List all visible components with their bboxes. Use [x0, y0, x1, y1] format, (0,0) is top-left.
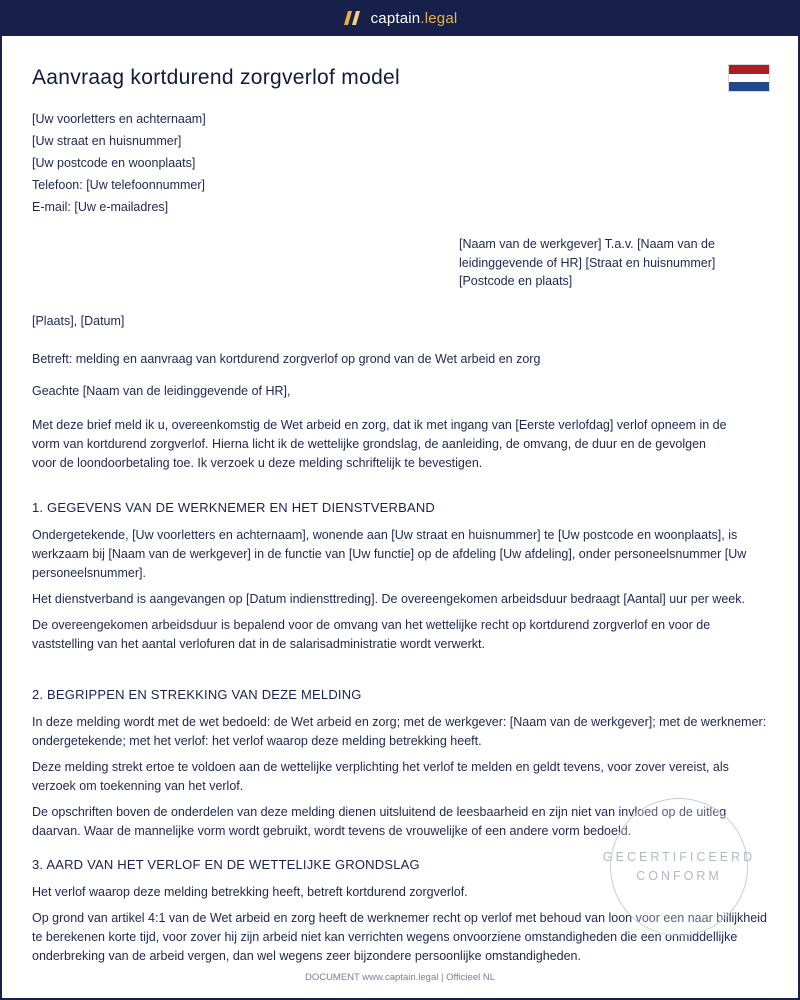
section-paragraph: De overeengekomen arbeidsduur is bepalend voor de omvang van het wettelijke recht op kortdurend zorgverlof en voor de vaststelling van het aantal verlofuren dat in de salarisadministratie wordt verwerkt. [32, 618, 711, 651]
brand-tld: .legal [420, 9, 458, 27]
salutation: Geachte [Naam van de leidinggevende of HR], [32, 384, 291, 398]
sender-phone: Telefoon: [Uw telefoonnummer] [32, 178, 206, 192]
section-heading: 3. AARD VAN HET VERLOF EN DE WETTELIJKE GRONDSLAG [32, 857, 420, 872]
section-paragraph: Het dienstverband is aangevangen op [Datum indiensttreding]. De overeengekomen arbeidsduur bedraagt [Aantal] uur per week. [32, 592, 745, 606]
place-date: [Plaats], [Datum] [32, 314, 125, 328]
sender-postcode: [Uw postcode en woonplaats] [32, 156, 196, 170]
section-paragraph: In deze melding wordt met de wet bedoeld: de Wet arbeid en zorg; met de werkgever: [Naam van de werkgever]; met de werknemer: ondergetekende; met het verlof: het verlof waarop deze melding betrekking heeft. [32, 715, 767, 748]
stamp-line: CONFORM [636, 869, 722, 883]
section-heading: 1. GEGEVENS VAN DE WERKNEMER EN HET DIENSTVERBAND [32, 500, 436, 515]
sender-block [32, 108, 206, 218]
stamp-line: GECERTIFICEERD [602, 850, 756, 864]
sender-name: [Uw voorletters en achternaam] [32, 112, 206, 126]
page-footer: DOCUMENT www.captain.legal | Officieel NL [304, 972, 496, 983]
recipient-block: [Naam van de werkgever] T.a.v. [Naam van de leidinggevende of HR] [Straat en huisnummer] [Postcode en plaats] [459, 237, 716, 288]
sender-email: E-mail: [Uw e-mailadres] [32, 200, 169, 214]
subject-line: Betreft: melding en aanvraag van kortdurend zorgverlof op grond van de Wet arbeid en zorg [32, 352, 541, 366]
section-paragraph: Het verlof waarop deze melding betrekking heeft, betreft kortdurend zorgverlof. [32, 885, 468, 899]
certified-stamp [602, 798, 756, 936]
section-paragraph: Ondergetekende, [Uw voorletters en achternaam], wonende aan [Uw straat en huisnummer] te [Uw postcode en woonplaats], is werkzaam bij [Naam van de werkgever] in de functie van [Uw functie] op de afdeling [Uw afdeling], onder personeelsnummer [Uw personeelsnummer]. [32, 528, 747, 580]
brand-name: captain.legal [370, 9, 458, 27]
sender-street: [Uw straat en huisnummer] [32, 134, 182, 148]
section-heading: 2. BEGRIPPEN EN STREKKING VAN DEZE MELDING [32, 687, 362, 702]
document-page [2, 36, 798, 998]
section-employee-details [32, 498, 772, 661]
captain-logo-icon [343, 10, 363, 26]
section-paragraph: Deze melding strekt ertoe te voldoen aan de wettelijke verplichting het verlof te melden en geldt tevens, voor zover vereist, als verzoek om toekenning van het verlof. [32, 760, 729, 793]
document-title: Aanvraag kortdurend zorgverlof model [32, 66, 400, 89]
section-paragraph: De opschriften boven de onderdelen van deze melding dienen uitsluitend de leesbaarheid en zijn niet van invloed op de uitleg daarvan. Waar de mannelijke vorm wordt gebruikt, wordt tevens de vrouwelijke of een andere vorm bedoeld. [32, 805, 727, 838]
brand-logo[interactable] [343, 10, 458, 27]
intro-paragraph: Met deze brief meld ik u, overeenkomstig de Wet arbeid en zorg, dat ik met ingang van [Eerste verlofdag] verlof opneem in de vorm van kortdurend zorgverlof. Hierna licht ik de wettelijke grondslag, de aanleiding, de omvang, de duur en de gevolgen voor de loondoorbetaling toe. Ik verzoek u deze melding schriftelijk te bevestigen. [32, 418, 727, 470]
section-paragraph: Op grond van artikel 4:1 van de Wet arbeid en zorg heeft de werknemer recht op verlof met behoud van loon voor een naar billijkheid te berekenen korte tijd, voor zover hij zijn arbeid niet kan verrichten wegens onvoorziene omstandigheden die een onmiddellijke onderbreking van de arbeid vergen, dan wel wegens zeer bijzondere persoonlijke omstandigheden. [32, 911, 767, 963]
top-bar [0, 0, 800, 36]
